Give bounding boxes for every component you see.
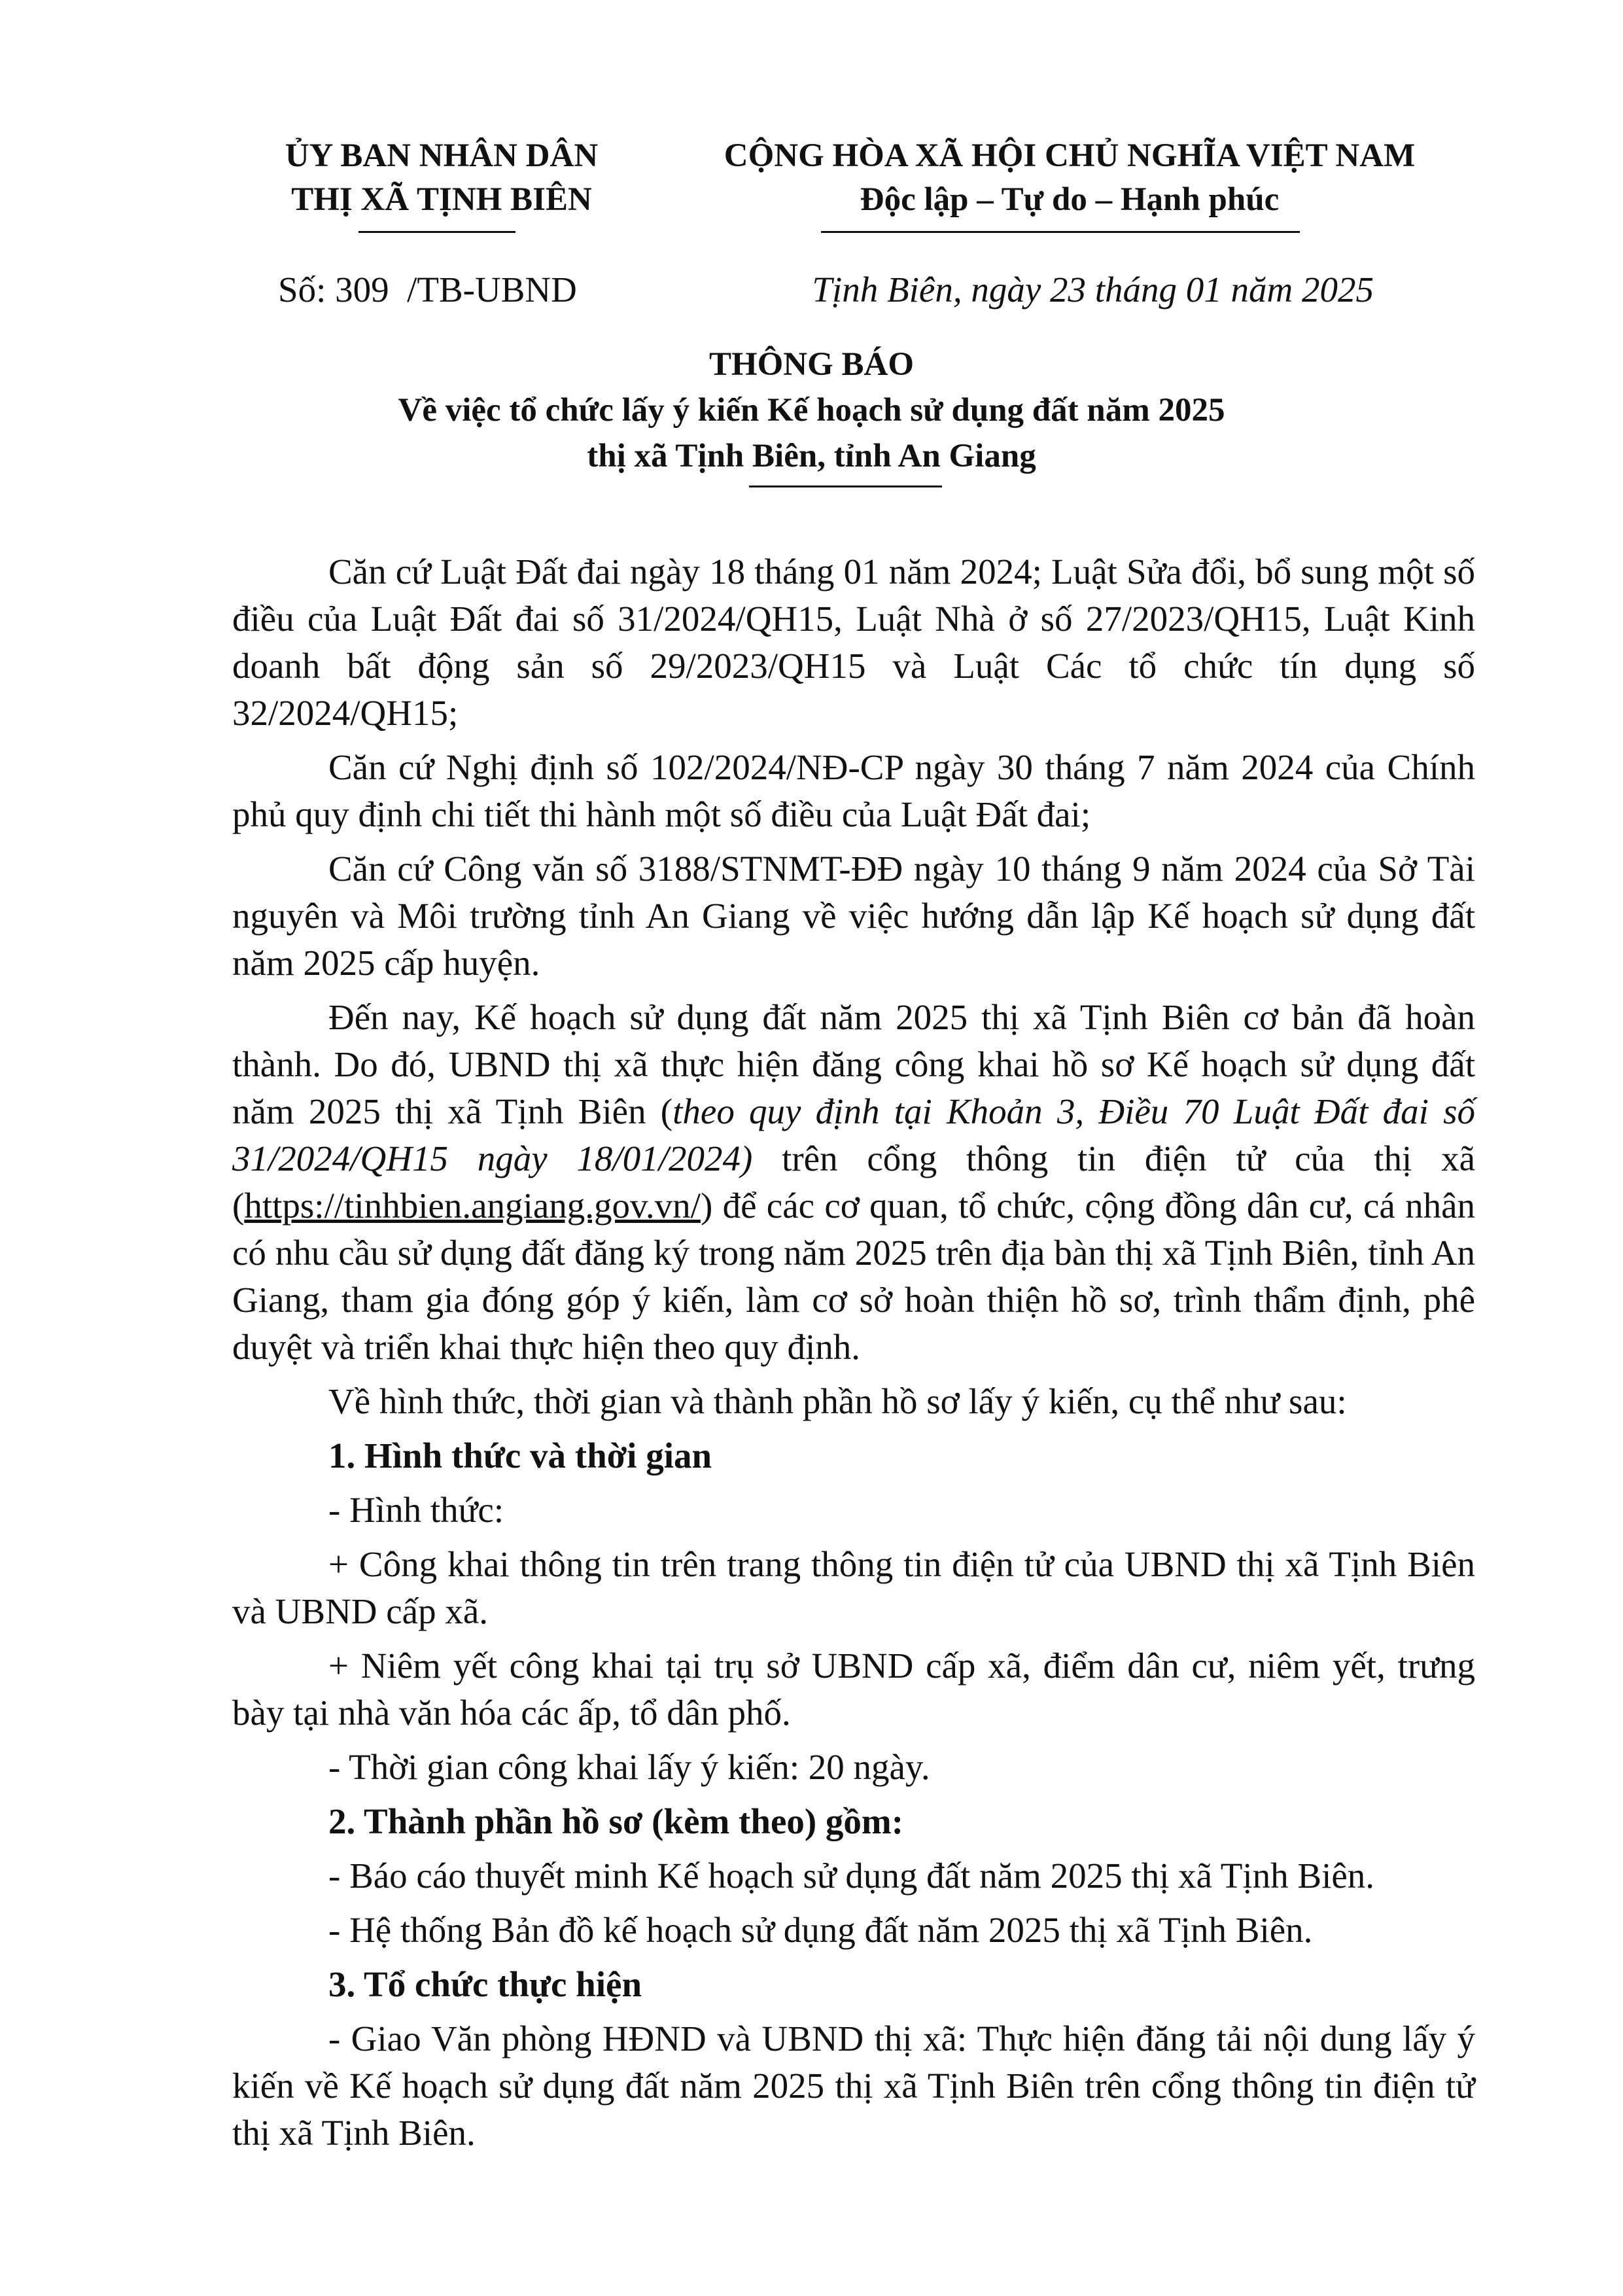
paragraph-announcement: [232, 994, 1475, 1371]
document-date: Tịnh Biên, ngày 23 tháng 01 năm 2025: [812, 270, 1374, 309]
agency-underline: [358, 231, 515, 233]
national-motto: Độc lập – Tự do – Hạnh phúc: [860, 181, 1280, 218]
title-type: THÔNG BÁO: [708, 346, 915, 383]
list-item-maps: - Hệ thống Bản đồ kế hoạch sử dụng đất năm 2025 thị xã Tịnh Biên.: [328, 1910, 1313, 1950]
announcement-text-a: Đến nay, Kế hoạch sử dụng đất năm 2025 thị xã Tịnh Biên cơ bản đã hoàn thành. Do đó, UBND thị xã thực hiện đăng công khai hồ sơ Kế hoạch sử dụng đất năm 2025 thị xã Tịnh Biên (: [232, 997, 1475, 1131]
section-heading-3: 3. Tổ chức thực hiện: [328, 1964, 642, 2004]
document-number: Số: 309 /TB-UBND: [278, 270, 577, 309]
list-item-posting: + Niêm yết công khai tại trụ sở UBND cấp xã, điểm dân cư, niêm yết, trưng bày tại nhà văn hóa các ấp, tổ dân phố.: [232, 1646, 1475, 1733]
paragraph-intro-details: Về hình thức, thời gian và thành phần hồ sơ lấy ý kiến, cụ thể như sau:: [328, 1381, 1347, 1421]
agency-name-line1: ỦY BAN NHÂN DÂN: [285, 137, 599, 174]
agency-name-line2: THỊ XÃ TỊNH BIÊN: [291, 181, 592, 218]
list-item-duration: - Thời gian công khai lấy ý kiến: 20 ngày.: [328, 1747, 930, 1787]
announcement-legal-reference: theo quy định tại Khoản 3, Điều 70 Luật Đất đai số 31/2024/QH15 ngày 18/01/2024): [232, 1091, 1475, 1178]
paragraph-legal-basis-1: Căn cứ Luật Đất đai ngày 18 tháng 01 năm 2024; Luật Sửa đổi, bổ sung một số điều của Luật Đất đai số 31/2024/QH15, Luật Nhà ở số 27/2023/QH15, Luật Kinh doanh bất động sản số 29/2023/QH15 và Luật Các tổ chức tín dụng số 32/2024/QH15;: [232, 552, 1475, 733]
title-subject-line1: Về việc tổ chức lấy ý kiến Kế hoạch sử dụng đất năm 2025: [398, 392, 1225, 429]
title-underline: [749, 486, 942, 487]
motto-underline: [821, 231, 1300, 233]
document-title: [196, 342, 1427, 479]
paragraph-legal-basis-2: Căn cứ Nghị định số 102/2024/NĐ-CP ngày 30 tháng 7 năm 2024 của Chính phủ quy định chi tiết thi hành một số điều của Luật Đất đai;: [232, 747, 1475, 834]
title-subject-line2: thị xã Tịnh Biên, tỉnh An Giang: [587, 438, 1036, 474]
announcement-text-b: trên cổng thông tin điện tử của thị xã (: [232, 1139, 1475, 1226]
section-heading-2: 2. Thành phần hồ sơ (kèm theo) gồm:: [328, 1801, 904, 1841]
national-name: CỘNG HÒA XÃ HỘI CHỦ NGHĨA VIỆT NAM: [724, 137, 1416, 174]
announcement-text-c: ) để các cơ quan, tổ chức, cộng đồng dân cư, cá nhân có nhu cầu sử dụng đất đăng ký trong năm 2025 trên địa bàn thị xã Tịnh Biên, tỉnh An Giang, tham gia đóng góp ý kiến, làm cơ sở hoàn thiện hồ sơ, trình thẩm định, phê duyệt và triển khai thực hiện theo quy định.: [232, 1186, 1475, 1367]
list-item-form: - Hình thức:: [328, 1490, 504, 1530]
issuing-agency: [245, 134, 638, 222]
list-item-office-assignment: - Giao Văn phòng HĐND và UBND thị xã: Thực hiện đăng tải nội dung lấy ý kiến về Kế hoạch sử dụng đất năm 2025 thị xã Tịnh Biên trên cổng thông tin điện tử thị xã Tịnh Biên.: [232, 2019, 1475, 2153]
document-body: [232, 548, 1475, 2164]
paragraph-legal-basis-3: Căn cứ Công văn số 3188/STNMT-ĐĐ ngày 10 tháng 9 năm 2024 của Sở Tài nguyên và Môi trường tỉnh An Giang về việc hướng dẫn lập Kế hoạch sử dụng đất năm 2025 cấp huyện.: [232, 849, 1475, 983]
list-item-website: + Công khai thông tin trên trang thông tin điện tử của UBND thị xã Tịnh Biên và UBND cấp xã.: [232, 1544, 1475, 1631]
national-heading: [657, 134, 1482, 222]
portal-link[interactable]: https://tinhbien.angiang.gov.vn/: [244, 1186, 701, 1226]
section-heading-1: 1. Hình thức và thời gian: [328, 1436, 712, 1475]
list-item-report: - Báo cáo thuyết minh Kế hoạch sử dụng đất năm 2025 thị xã Tịnh Biên.: [328, 1856, 1375, 1896]
